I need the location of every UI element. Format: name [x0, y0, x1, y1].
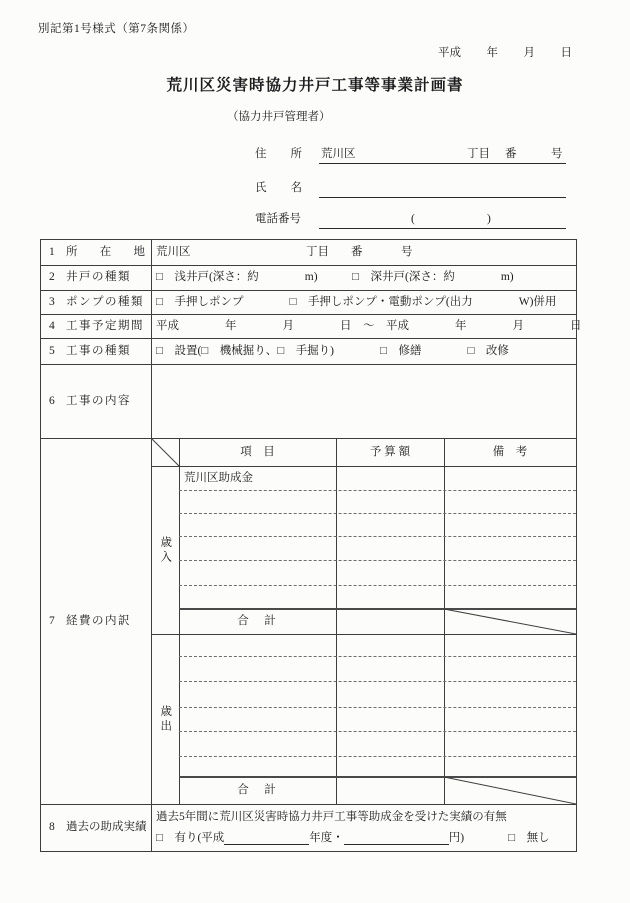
address-prefix: 荒川区	[321, 148, 356, 160]
note-column-rule	[444, 438, 445, 804]
row-label-schedule: 4 工事予定期間	[49, 319, 144, 332]
work-detail-blank	[156, 364, 573, 438]
address-chome: 丁目	[467, 148, 490, 160]
income-note-diagonal-slash	[444, 609, 576, 634]
row-label-expense-breakdown: 7 経費の内訳	[49, 614, 131, 627]
phone-paren-open: (	[411, 213, 415, 225]
past-grants-options: □ 有り(平成 年度・ 円) □ 無し	[156, 832, 550, 845]
date-year-label: 年	[486, 47, 498, 59]
grant-amount-blank	[344, 832, 449, 845]
schedule-value: 平成 年 月 日 ～ 平成 年 月 日	[156, 319, 582, 332]
phone-label: 電話番号	[255, 213, 301, 225]
income-item-arakawa-grant: 荒川区助成金	[184, 471, 253, 484]
col-header-note: 備 考	[492, 445, 528, 458]
plan-table	[40, 239, 582, 852]
row-label-work-type: 5 工事の種類	[49, 344, 131, 357]
col-header-item: 項 目	[240, 445, 275, 458]
form-number: 別記第1号様式（第7条関係）	[38, 23, 195, 35]
row-label-work-detail: 6 工事の内容	[49, 394, 131, 407]
income-total-label: 合 計	[237, 615, 278, 628]
name-label: 氏 名	[255, 182, 302, 194]
row-label-past-grants: 8 過去の助成実績	[49, 821, 147, 834]
well-type-options: □ 浅井戸(深さ：約 m) □ 深井戸(深さ：約 m)	[156, 271, 514, 284]
address-ban: 番	[505, 148, 517, 160]
budget-column-rule	[336, 438, 337, 804]
expense-note-diagonal-slash	[444, 777, 576, 804]
date-line	[438, 46, 572, 60]
address-field	[319, 147, 566, 164]
work-type-options: □ 設置(□ 機械掘り、□ 手掘り) □ 修繕 □ 改修	[156, 344, 509, 357]
phone-paren-close: )	[487, 213, 491, 225]
col-header-budget: 予 算 額	[369, 445, 411, 458]
date-month-label: 月	[523, 47, 535, 59]
expense-total-label: 合 計	[237, 784, 278, 797]
grant-year-blank	[224, 832, 309, 845]
phone-field	[319, 212, 566, 229]
location-value: 荒川区 丁目 番 号	[156, 246, 413, 259]
income-section-label: 歳入	[159, 535, 172, 565]
header-diagonal-slash	[151, 438, 179, 466]
date-era: 平成	[438, 47, 461, 59]
past-grants-question: 過去5年間に荒川区災害時協力井戸工事等助成金を受けた実績の有無	[156, 810, 507, 823]
manager-label: （協力井戸管理者）	[227, 111, 331, 123]
date-day-label: 日	[560, 47, 572, 59]
address-label: 住 所	[255, 148, 302, 160]
pump-type-options: □ 手押しポンプ □ 手押しポンプ・電動ポンプ(出力 W)併用	[156, 295, 557, 308]
address-go: 号	[551, 148, 563, 160]
expense-section-label: 歳出	[159, 704, 172, 734]
form-title: 荒川区災害時協力井戸工事等事業計画書	[166, 77, 464, 94]
row-label-well-type: 2 井戸の種類	[49, 271, 131, 284]
row-label-pump-type: 3 ポンプの種類	[49, 295, 144, 308]
row-label-location: 1 所 在 地	[49, 246, 145, 259]
name-field	[319, 181, 566, 198]
